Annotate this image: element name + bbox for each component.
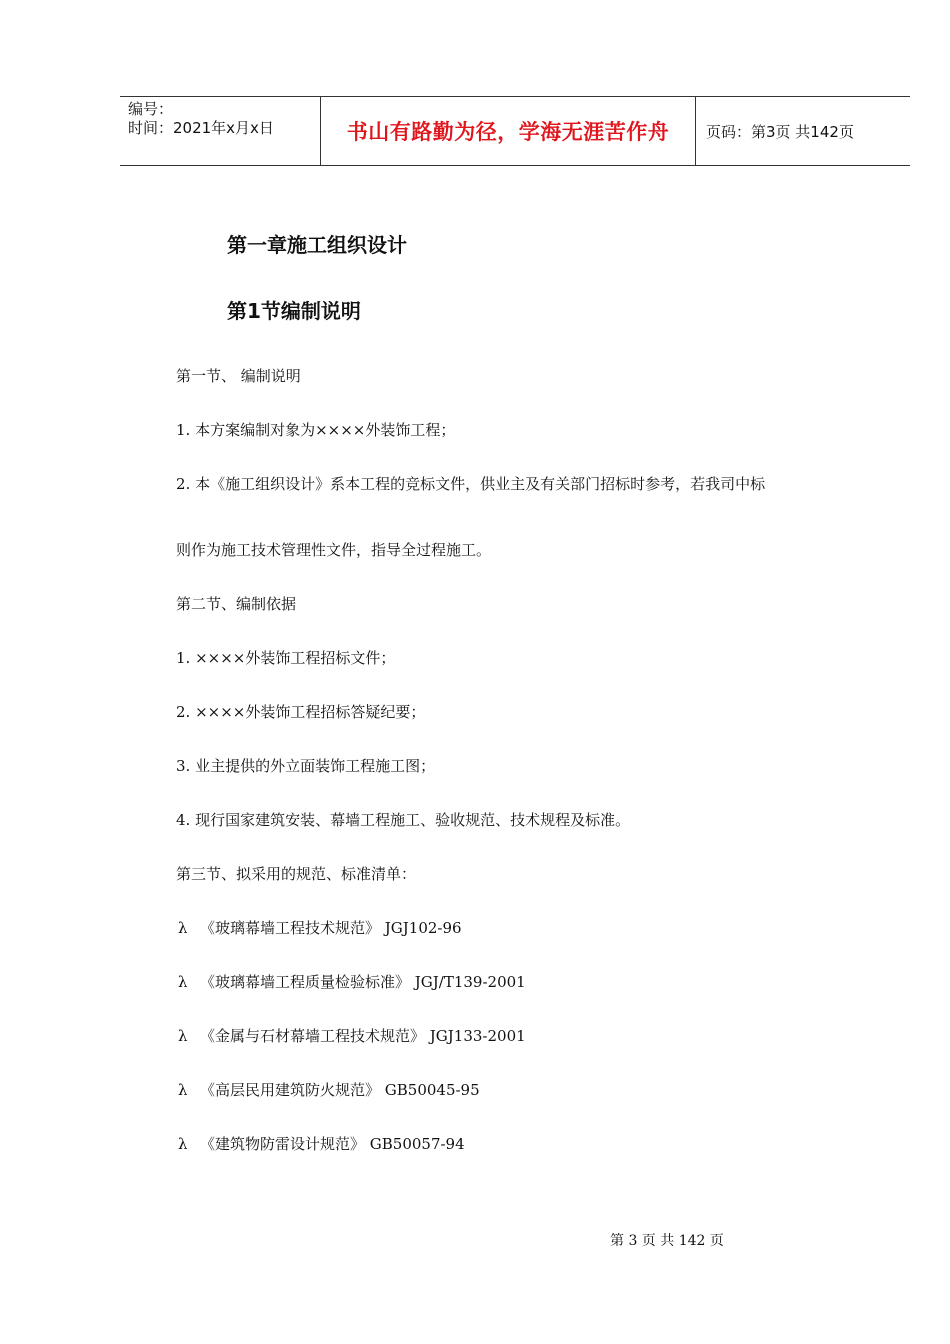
header-time-label: 时间：2021年x月x日	[128, 119, 274, 137]
section-title: 第1节编制说明	[227, 299, 361, 323]
lambda-bullet-icon: λ	[178, 919, 188, 937]
body-line: 第三节、拟采用的规范、标准清单：	[176, 865, 417, 883]
standard-item	[178, 917, 462, 938]
standard-text: 《金属与石材幕墙工程技术规范》 JGJ133-2001	[200, 1027, 526, 1045]
standard-text: 《高层民用建筑防火规范》 GB50045-95	[200, 1081, 480, 1099]
lambda-bullet-icon: λ	[178, 973, 188, 991]
page-header	[120, 96, 910, 166]
header-motto: 书山有路勤为径，学海无涯苦作舟	[346, 120, 670, 144]
body-line: 4. 现行国家建筑安装、幕墙工程施工、验收规范、技术规程及标准。	[176, 811, 631, 829]
standard-item	[178, 1079, 480, 1100]
page-footer: 第 3 页 共 142 页	[610, 1233, 724, 1249]
standard-text: 《玻璃幕墙工程质量检验标准》 JGJ/T139-2001	[200, 973, 526, 991]
lambda-bullet-icon: λ	[178, 1027, 188, 1045]
body-line: 1. ××××外装饰工程招标文件；	[176, 649, 396, 667]
body-line: 则作为施工技术管理性文件，指导全过程施工。	[176, 541, 492, 559]
body-line: 2. 本《施工组织设计》系本工程的竞标文件，供业主及有关部门招标时参考，若我司中标	[176, 475, 766, 493]
standard-text: 《玻璃幕墙工程技术规范》 JGJ102-96	[200, 919, 462, 937]
header-number-label: 编号：	[128, 100, 174, 118]
header-meta-cell	[120, 97, 321, 165]
standard-text: 《建筑物防雷设计规范》 GB50057-94	[200, 1135, 465, 1153]
body-line: 第一节、 编制说明	[176, 367, 301, 385]
body-line: 2. ××××外装饰工程招标答疑纪要；	[176, 703, 426, 721]
header-motto-cell	[321, 97, 696, 165]
standard-item	[178, 1025, 526, 1046]
standard-item	[178, 1133, 465, 1154]
standard-item	[178, 971, 526, 992]
header-page-info: 页码：第3页 共142页	[706, 122, 854, 141]
body-line: 1. 本方案编制对象为××××外装饰工程；	[176, 421, 456, 439]
body-line: 3. 业主提供的外立面装饰工程施工图；	[176, 757, 436, 775]
body-line: 第二节、编制依据	[176, 595, 297, 613]
header-page-cell	[696, 97, 910, 165]
chapter-title: 第一章施工组织设计	[227, 233, 407, 257]
lambda-bullet-icon: λ	[178, 1135, 188, 1153]
lambda-bullet-icon: λ	[178, 1081, 188, 1099]
